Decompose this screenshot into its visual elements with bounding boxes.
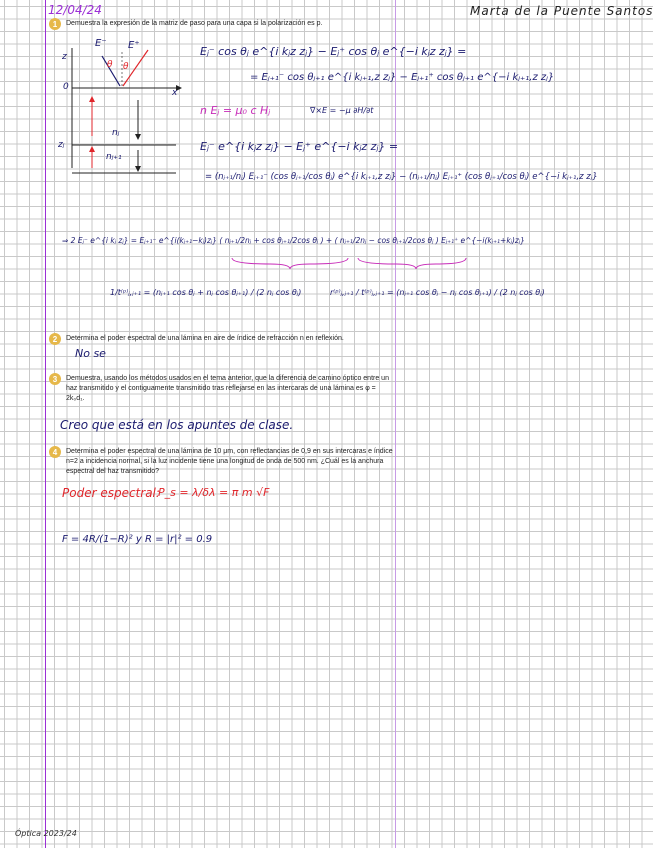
nj1-label: nⱼ₊₁ [106, 152, 122, 162]
question-2-text: Determina el poder espectral de una lámina en aire de índice de refracción n en reflexión. [66, 335, 344, 342]
question-4-text: Determina el poder espectral de una lámina de 10 μm, con reflectancias de 0,9 en sus intercaras e índice n=2 a incidencia normal, si la luz incidente tiene una longitud de onda de 500 nm. ¿Cuál es la anchura espectral del haz transmitido? [66, 448, 393, 475]
e-minus-label: E⁻ [95, 38, 107, 49]
page-footer: Óptica 2023/24 [15, 829, 77, 838]
right-margin-line [395, 0, 396, 848]
equation-2: = Eⱼ₊₁⁻ cos θⱼ₊₁ e^{i kⱼ₊₁,z zⱼ} − Eⱼ₊₁⁺ cos θⱼ₊₁ e^{−i kⱼ₊₁,z zⱼ} [250, 72, 555, 83]
question-4-answer-title: Poder espectral: [62, 486, 160, 500]
equation-7: r⁽ᵖ⁾ⱼ,ⱼ₊₁ / t⁽ᵖ⁾ⱼ,ⱼ₊₁ = (nⱼ₊₁ cos θⱼ − nⱼ cos θⱼ₊₁) / (2 nⱼ cos θⱼ) [330, 288, 545, 297]
underbrace-marks [230, 256, 470, 270]
page-date: 12/04/24 [48, 3, 102, 17]
question-1-text: Demuestra la expresión de la matriz de paso para una capa si la polarización es p. [66, 20, 323, 27]
layer-diagram [58, 38, 188, 173]
origin-label: 0 [63, 82, 69, 92]
zj-label: zⱼ [58, 140, 65, 150]
nj-label: nⱼ [112, 128, 120, 138]
theta-label-2: θ [123, 62, 129, 72]
question-4-answer-f: F = 4R/(1−R)² y R = |r|² = 0.9 [62, 534, 213, 545]
question-3-badge: 3 [49, 373, 61, 385]
theta-label-1: θ [107, 60, 113, 70]
equation-1: Eⱼ⁻ cos θⱼ e^{i kⱼz zⱼ} − Eⱼ⁺ cos θⱼ e^{−i kⱼz zⱼ} = [200, 45, 467, 58]
equation-faraday: n Eⱼ = μ₀ c Hⱼ [200, 104, 271, 117]
author-name: Marta de la Puente Santos [470, 4, 653, 18]
question-3-answer: Creo que está en los apuntes de clase. [60, 418, 294, 432]
question-2-answer: No se [75, 347, 106, 360]
left-margin-line [45, 0, 46, 848]
axis-x-label: x [172, 88, 178, 98]
question-2-badge: 2 [49, 333, 61, 345]
equation-3: Eⱼ⁻ e^{i kⱼz zⱼ} − Eⱼ⁺ e^{−i kⱼz zⱼ} = [200, 140, 399, 153]
e-plus-label: E⁺ [128, 40, 140, 51]
equation-5: ⇒ 2 Eⱼ⁻ e^{i kⱼ zⱼ} = Eⱼ₊₁⁻ e^{i(kⱼ₊₁−kⱼ)zⱼ} ( nⱼ₊₁/2nⱼ + cos θⱼ₊₁/2cos θⱼ ) + ( nⱼ₊₁/2nⱼ − cos θⱼ₊₁/2cos θⱼ ) Eⱼ₊₁⁺ e^{−i(kⱼ₊₁+kⱼ)zⱼ} [62, 236, 525, 245]
equation-4: = (nⱼ₊₁/nⱼ) Eⱼ₊₁⁻ (cos θⱼ₊₁/cos θⱼ) e^{i kⱼ₊₁,z zⱼ} − (nⱼ₊₁/nⱼ) Eⱼ₊₁⁺ (cos θⱼ₊₁/cos θⱼ) e^{−i kⱼ₊₁,z zⱼ} [205, 172, 598, 182]
equation-curl: ∇×E = −μ ∂H/∂t [310, 106, 374, 115]
question-3-text: Demuestra, usando los métodos usados en el tema anterior, que la diferencia de camino óptico entre un haz transmitido y el contiguamente transmitido tras reflejarse en las intercaras de una lámina es φ = 2k₀d₁. [66, 375, 389, 402]
question-4-answer-formula: P_s = λ/δλ = π m √F [158, 486, 270, 499]
axis-z-label: z [62, 52, 67, 62]
equation-6: 1/t⁽ᵖ⁾ⱼ,ⱼ₊₁ = (nⱼ₊₁ cos θⱼ + nⱼ cos θⱼ₊₁) / (2 nⱼ cos θⱼ) [110, 288, 302, 297]
question-4-badge: 4 [49, 446, 61, 458]
question-1-badge: 1 [49, 18, 61, 30]
